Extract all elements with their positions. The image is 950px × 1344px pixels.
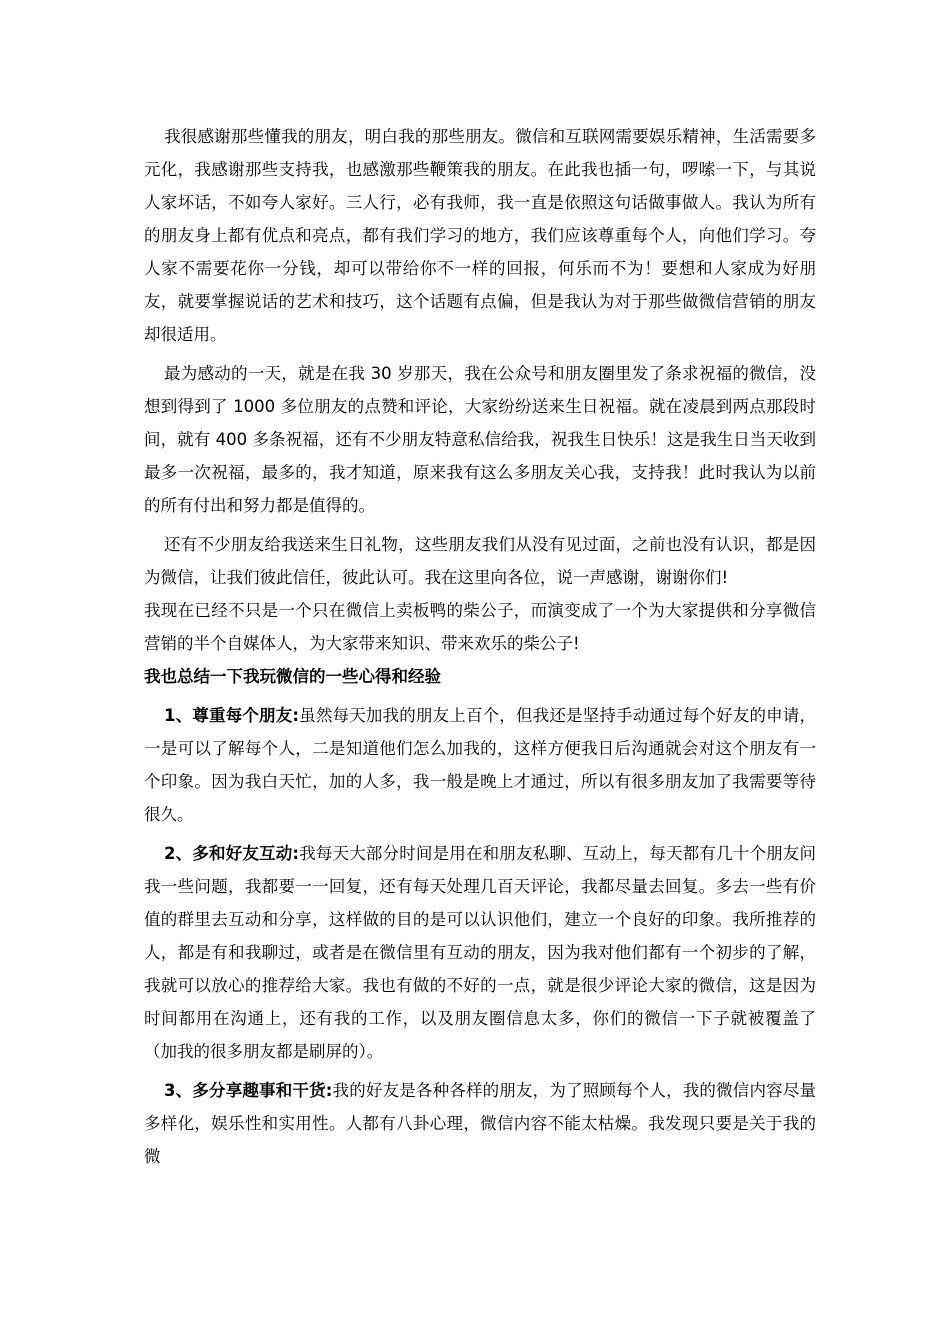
tip-title: 2、多和好友互动:	[164, 844, 299, 863]
tip-title: 1、尊重每个朋友:	[164, 706, 299, 725]
tip-item	[144, 1074, 816, 1173]
tip-body: 我的好友是各种各样的朋友，为了照顾每个人，我的微信内容尽量多样化，娱乐性和实用性。人都有八卦心理，微信内容不能太枯燥。我发现只要是关于我的微	[144, 1081, 816, 1166]
document-page	[144, 120, 816, 1173]
tip-body: 虽然每天加我的朋友上百个，但我还是坚持手动通过每个好友的申请，一是可以了解每个人，二是知道他们怎么加我的，这样方便我日后沟通就会对这个朋友有一个印象。因为我白天忙，加的人多，我一般是晚上才通过，所以有很多朋友加了我需要等待很久。	[144, 706, 816, 824]
paragraph-thanks: 我很感谢那些懂我的朋友，明白我的那些朋友。微信和互联网需要娱乐精神，生活需要多元化，我感谢那些支持我，也感激那些鞭策我的朋友。在此我也插一句，啰嗦一下，与其说人家坏话，不如夸人家好。三人行，必有我师，我一直是依照这句话做事做人。我认为所有的朋友身上都有优点和亮点，都有我们学习的地方，我们应该尊重每个人，向他们学习。夸人家不需要花你一分钱，却可以带给你不一样的回报，何乐而不为！要想和人家成为好朋友，就要掌握说话的艺术和技巧，这个话题有点偏，但是我认为对于那些做微信营销的朋友却很适用。	[144, 127, 816, 344]
tip-item	[144, 699, 816, 831]
section-heading: 我也总结一下我玩微信的一些心得和经验	[144, 667, 441, 686]
paragraph-birthday: 最为感动的一天，就是在我 30 岁那天，我在公众号和朋友圈里发了条求祝福的微信，没想到得到了 1000 多位朋友的点赞和评论，大家纷纷送来生日祝福。就在凌晨到两点那段时间，就有 400 多条祝福，还有不少朋友特意私信给我，祝我生日快乐！这是我生日当天收到最多一次祝福，最多的，我才知道，原来我有这么多朋友关心我，支持我！此时我认为以前的所有付出和努力都是值得的。	[144, 364, 816, 515]
tip-body: 我每天大部分时间是用在和朋友私聊、互动上，每天都有几十个朋友问我一些问题，我都要一一回复，还有每天处理几百天评论，我都尽量去回复。多去一些有价值的群里去互动和分享，这样做的目的是可以认识他们，建立一个良好的印象。我所推荐的人，都是有和我聊过，或者是在微信里有互动的朋友，因为我对他们都有一个初步的了解，我就可以放心的推荐给大家。我也有做的不好的一点，就是很少评论大家的微信，这是因为时间都用在沟通上，还有我的工作，以及朋友圈信息太多，你们的微信一下子就被覆盖了（加我的很多朋友都是刷屏的）。	[144, 844, 816, 1061]
paragraph-gifts: 还有不少朋友给我送来生日礼物，这些朋友我们从没有见过面，之前也没有认识，都是因为微信，让我们彼此信任，彼此认可。我在这里向各位，说一声感谢，谢谢你们!	[144, 535, 816, 587]
tip-item	[144, 837, 816, 1068]
paragraph-self-media: 我现在已经不只是一个只在微信上卖板鸭的柴公子，而演变成了一个为大家提供和分享微信营销的半个自媒体人，为大家带来知识、带来欢乐的柴公子!	[144, 601, 816, 653]
tip-title: 3、多分享趣事和干货:	[164, 1081, 333, 1100]
